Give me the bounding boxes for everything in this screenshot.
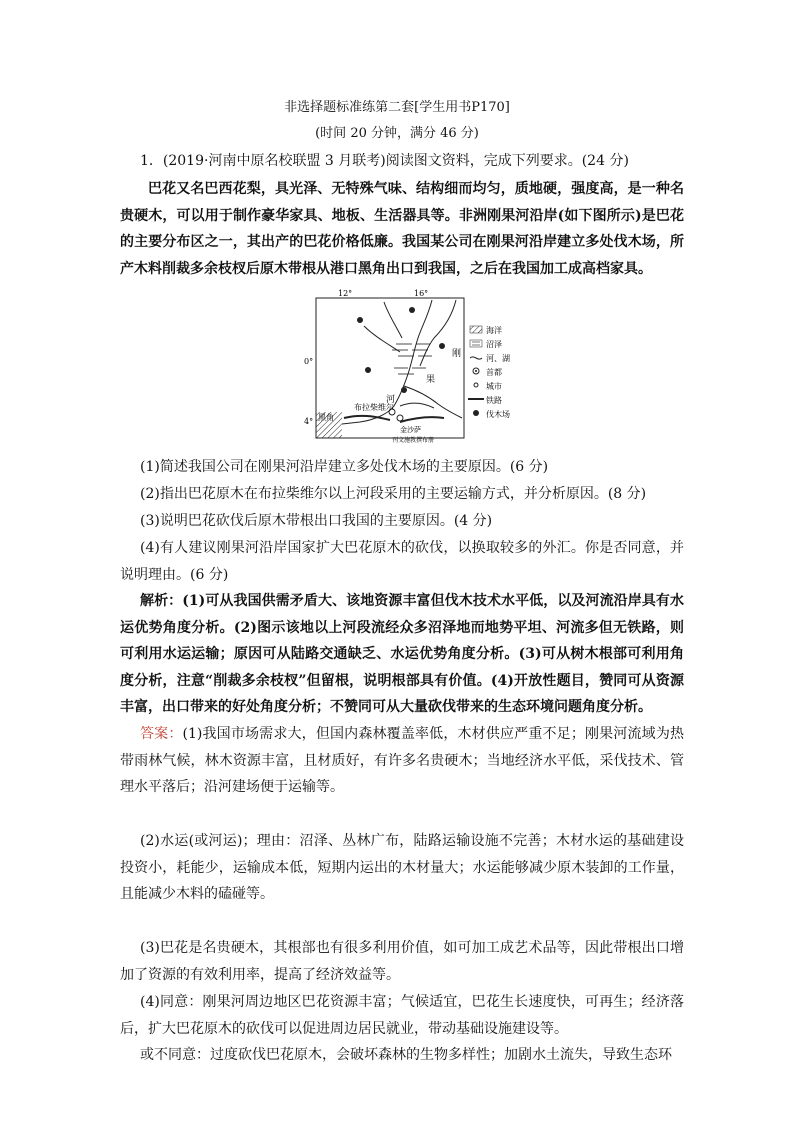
place-brazzaville: 布拉柴维尔 xyxy=(354,403,394,412)
question-intro: 1．(2019·河南中原名校联盟 3 月联考)阅读图文资料，完成下列要求。(24 分) xyxy=(140,153,629,169)
answer-label: 答案： xyxy=(140,726,183,742)
place-gang: 刚 xyxy=(452,349,462,359)
map-legend xyxy=(468,325,510,419)
legend-railway: 铁路 xyxy=(486,396,502,405)
place-kinshasa: 金沙萨 xyxy=(400,426,421,434)
answer-3: (3)巴花是名贵硬木，其根部也有很多利用价值，如可加工成艺术品等，因此带根出口增加了资源的有效利用率，提高了经济效益等。 xyxy=(120,940,684,983)
analysis-label: 解析： xyxy=(140,593,183,609)
legend-ocean: 海洋 xyxy=(486,326,502,335)
lat-label-4: 4° xyxy=(304,417,314,426)
legend-river-lake: 河、湖 xyxy=(486,354,510,363)
lat-label-0: 0° xyxy=(304,357,314,366)
analysis-text: (1)可从我国供需矛盾大、该地资源丰富但伐木技术水平低，以及河流沿岸具有水运优势角度分析。(2)图示该地以上河段流经众多沼泽地而地势平坦、河流多但无铁路，则可利用水运运输；原因可从陆路交通缺乏、水运优势角度分析。(3)可从树木根部可利用角度分析，注意“削裁多余枝杈”但留根，说明根部具有价值。(4)开放性题目，赞同可从资源丰富，出口带来的好处角度分析；不赞同可从大量砍伐带来的生态环境问题角度分析。 xyxy=(120,593,684,715)
page-title: 非选择题标准练第二套[学生用书P170] xyxy=(284,100,510,115)
answer-1-text: (1)我国市场需求大，但国内森林覆盖率低，木材供应严重不足；刚果河流域为热带雨林气候，林木资源丰富，且材质好，有许多名贵硬木；当地经济水平低，采伐技术、管理水平落后；沿河建场便于运输等。 xyxy=(120,726,684,795)
map-stamp: 刊文施教撰布册 xyxy=(392,437,435,444)
lon-label-12: 12° xyxy=(338,289,353,298)
answer-1 xyxy=(120,721,684,801)
legend-swamp: 沼泽 xyxy=(486,340,502,349)
place-heijiao: 黑角 xyxy=(318,413,334,422)
question-2: (2)指出巴花原木在布拉柴维尔以上河段采用的主要运输方式，并分析原因。(8 分) xyxy=(140,486,647,502)
railway-line xyxy=(344,416,390,420)
analysis-block xyxy=(120,588,684,721)
time-score-note: (时间 20 分钟，满分 46 分) xyxy=(315,126,479,141)
place-he: 河 xyxy=(386,395,396,405)
legend-logging-camp: 伐木场 xyxy=(486,410,510,419)
congo-river-map xyxy=(304,286,540,446)
capital-kinshasa xyxy=(397,415,403,421)
lon-label-16: 16° xyxy=(414,289,429,298)
legend-city: 城市 xyxy=(486,382,502,391)
question-passage: 巴花又名巴西花梨，具光泽、无特殊气味、结构细而均匀，质地硬，强度高，是一种名贵硬木，可以用于制作豪华家具、地板、生活器具等。非洲刚果河沿岸(如下图所示)是巴花的主要分布区之一，其出产的巴花价格低廉。我国某公司在刚果河沿岸建立多处伐木场，所产木料削裁多余枝杈后原木带根从港口黑角出口到我国，之后在我国加工成高档家具。 xyxy=(120,181,684,277)
answer-5: 或不同意：过度砍伐巴花原木，会破坏森林的生物多样性；加剧水土流失，导致生态环 xyxy=(140,1047,672,1063)
railway-line-2 xyxy=(400,417,444,422)
place-guo: 果 xyxy=(426,375,436,385)
legend-capital: 首都 xyxy=(486,368,502,377)
question-4: (4)有人建议刚果河沿岸国家扩大巴花原木的砍伐，以换取较多的外汇。你是否同意，并说明理由。(6 分) xyxy=(120,540,684,583)
answer-4: (4)同意：刚果河周边地区巴花资源丰富；气候适宜，巴花生长速度快，可再生；经济落后，扩大巴花原木的砍伐可以促进周边居民就业，带动基础设施建设等。 xyxy=(120,994,684,1037)
answer-2: (2)水运(或河运)；理由：沼泽、丛林广布，陆路运输设施不完善；木材水运的基础建设投资小，耗能少，运输成本低，短期内运出的木材量大；水运能够减少原木装卸的工作量，且能减少木料的磕碰等。 xyxy=(120,833,684,902)
question-3: (3)说明巴花砍伐后原木带根出口我国的主要原因。(4 分) xyxy=(140,513,493,529)
question-1: (1)简述我国公司在刚果河沿岸建立多处伐木场的主要原因。(6 分) xyxy=(140,459,549,475)
